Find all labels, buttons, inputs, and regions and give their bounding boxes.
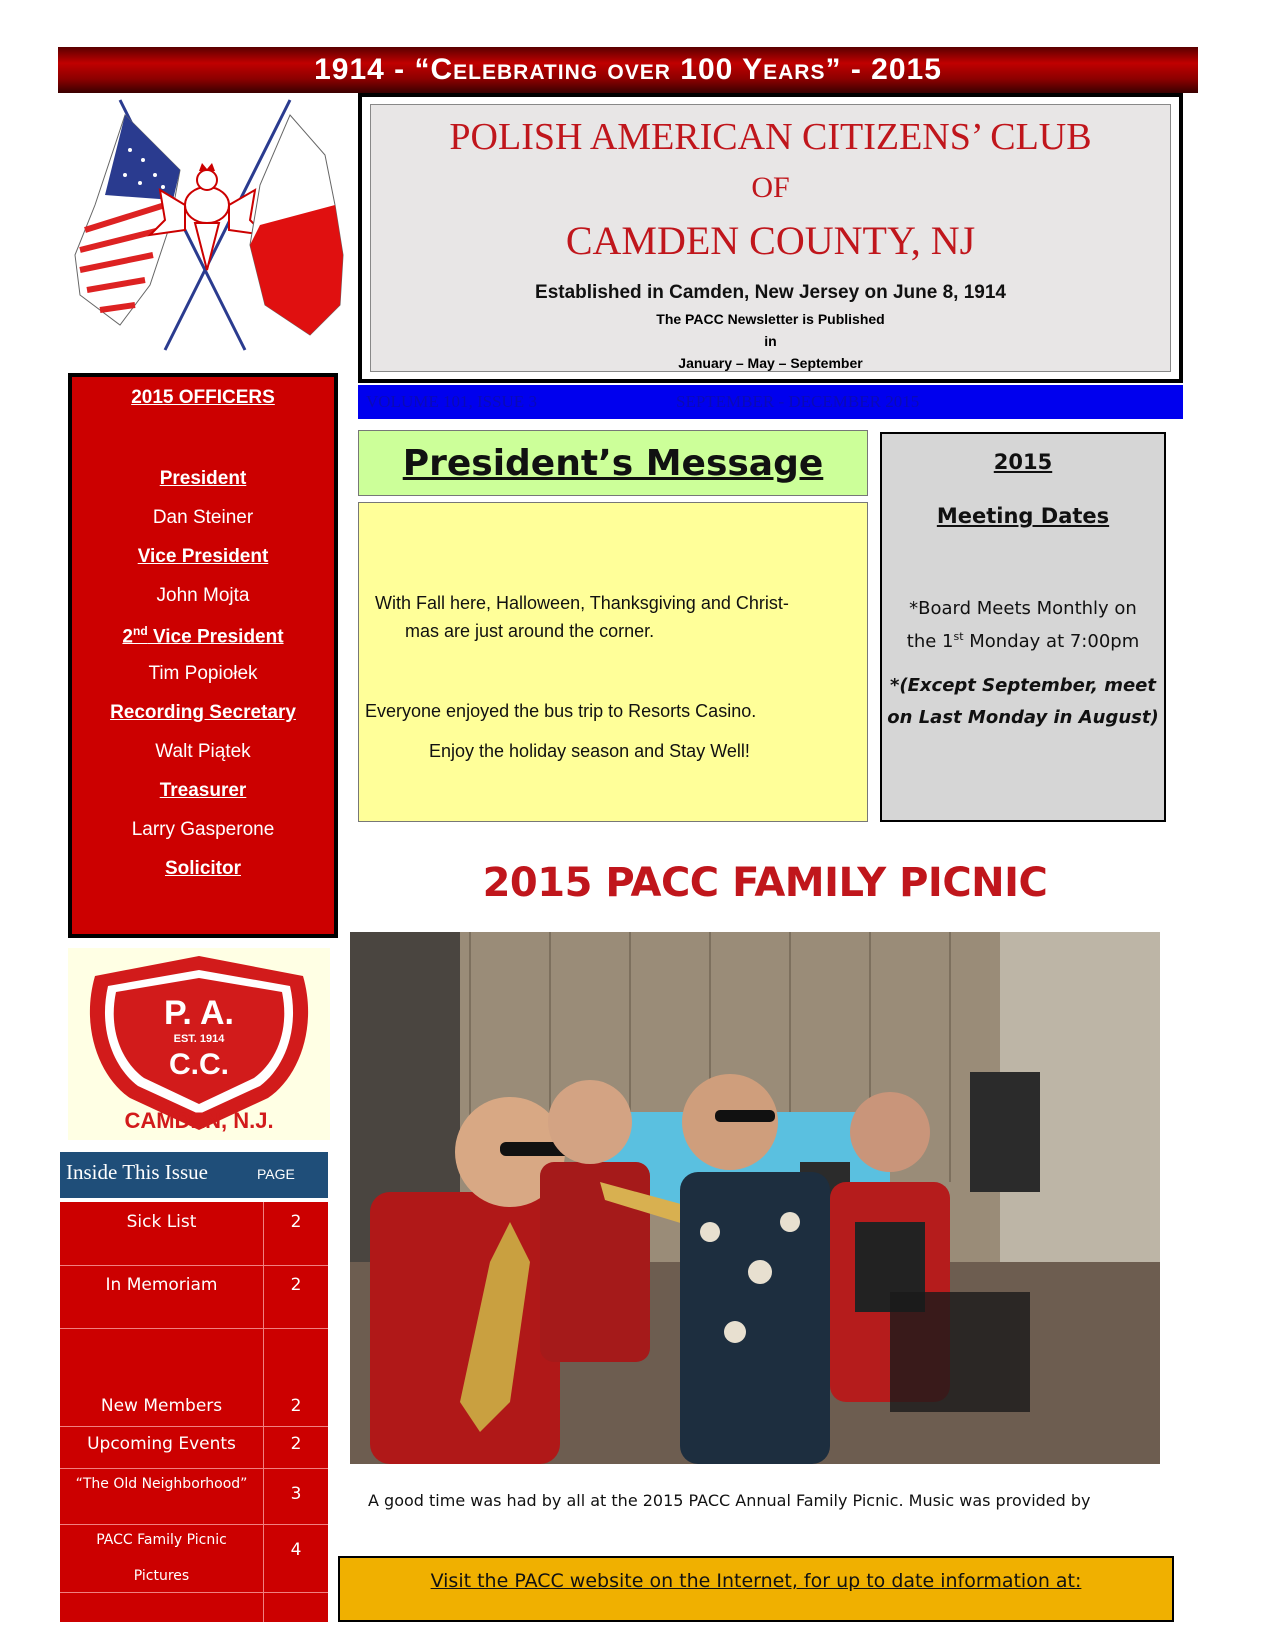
except-line-2: on Last Monday in August) xyxy=(887,707,1159,728)
meeting-dates-heading: Meeting Dates xyxy=(936,504,1110,528)
officers-panel xyxy=(68,373,338,938)
pacc-logo xyxy=(68,948,330,1140)
established-line: Established in Camden, New Jersey on June 8, 1914 xyxy=(535,282,1006,303)
message-line-3: Everyone enjoyed the bus trip to Resorts Casino. xyxy=(365,701,757,721)
second-vice-president-title: 2nd Vice President xyxy=(122,624,284,648)
board-line-2: the 1st Monday at 7:00pm xyxy=(906,630,1140,652)
flags-illustration xyxy=(65,95,350,355)
recording-secretary-title: Recording Secretary xyxy=(110,702,296,723)
logo-cc: C.C. xyxy=(169,1048,229,1081)
treasurer-title: Treasurer xyxy=(159,780,247,801)
message-line-2: mas are just around the corner. xyxy=(405,621,655,641)
vice-president-title: Vice President xyxy=(137,546,269,567)
toc-row[interactable]: PACC Family Picnic Pictures 4 xyxy=(60,1524,328,1593)
website-link-text[interactable]: Visit the PACC website on the Internet, for up to date information at: xyxy=(430,1570,1082,1592)
published-line-1: The PACC Newsletter is Published xyxy=(656,311,885,327)
meeting-dates-panel xyxy=(880,432,1166,822)
logo-pa: P. A. xyxy=(164,994,234,1032)
masthead xyxy=(358,93,1183,383)
issue-dates: SEPTEMBER - DECEMBER 2015 xyxy=(676,392,920,411)
officers-heading: 2015 OFFICERS xyxy=(131,387,275,408)
toc-row-empty xyxy=(60,1592,328,1622)
picnic-caption: A good time was had by all at the 2015 PACC Annual Family Picnic. Music was provided by xyxy=(368,1491,1091,1510)
logo-camden: CAMDEN, N.J. xyxy=(124,1108,274,1133)
president-title: President xyxy=(159,468,247,489)
anniversary-banner: 1914 - “Celebrating over 100 Years” - 2015 xyxy=(58,47,1198,93)
toc-row[interactable]: Sick List 2 xyxy=(60,1202,328,1266)
club-name: POLISH AMERICAN CITIZENS’ CLUB xyxy=(449,116,1092,158)
toc-row[interactable]: “The Old Neighborhood” 3 xyxy=(60,1468,328,1525)
except-line-1: *(Except September, meet xyxy=(889,675,1156,696)
board-line-1: *Board Meets Monthly on xyxy=(909,598,1137,619)
message-line-1: With Fall here, Halloween, Thanksgiving and Christ- xyxy=(375,593,789,613)
toc-row[interactable]: In Memoriam 2 xyxy=(60,1265,328,1329)
president-name: Dan Steiner xyxy=(152,507,254,528)
picnic-title: 2015 PACC FAMILY PICNIC xyxy=(482,860,1048,906)
toc-page-label: PAGE xyxy=(257,1166,295,1182)
toc-table xyxy=(60,1202,328,1622)
published-line-3: January – May – September xyxy=(678,355,863,371)
club-county: CAMDEN COUNTY, NJ xyxy=(565,218,976,263)
website-banner[interactable] xyxy=(338,1556,1174,1622)
volume-bar xyxy=(358,385,1183,419)
volume-issue: VOLUME 101, ISSUE 3 xyxy=(366,392,537,411)
picnic-band-photo xyxy=(350,932,1160,1464)
treasurer-name: Larry Gasperone xyxy=(131,819,275,840)
toc-title: Inside This Issue xyxy=(66,1160,208,1184)
presidents-message-heading: President’s Message xyxy=(358,430,868,496)
solicitor-title: Solicitor xyxy=(164,858,241,879)
toc-header xyxy=(60,1152,328,1198)
meeting-year: 2015 xyxy=(993,450,1053,474)
poland-flag-icon xyxy=(250,115,343,335)
second-vice-president-name: Tim Popiołek xyxy=(148,663,258,684)
vice-president-name: John Mojta xyxy=(156,585,250,606)
recording-secretary-name: Walt Piątek xyxy=(155,741,251,762)
toc-row[interactable]: New Members 2 xyxy=(60,1328,328,1427)
logo-est: EST. 1914 xyxy=(173,1033,225,1045)
presidents-message-body xyxy=(358,502,868,822)
club-of: OF xyxy=(751,171,790,204)
published-line-2: in xyxy=(764,333,777,349)
toc-row[interactable]: Upcoming Events 2 xyxy=(60,1426,328,1469)
message-line-4: Enjoy the holiday season and Stay Well! xyxy=(429,741,750,761)
